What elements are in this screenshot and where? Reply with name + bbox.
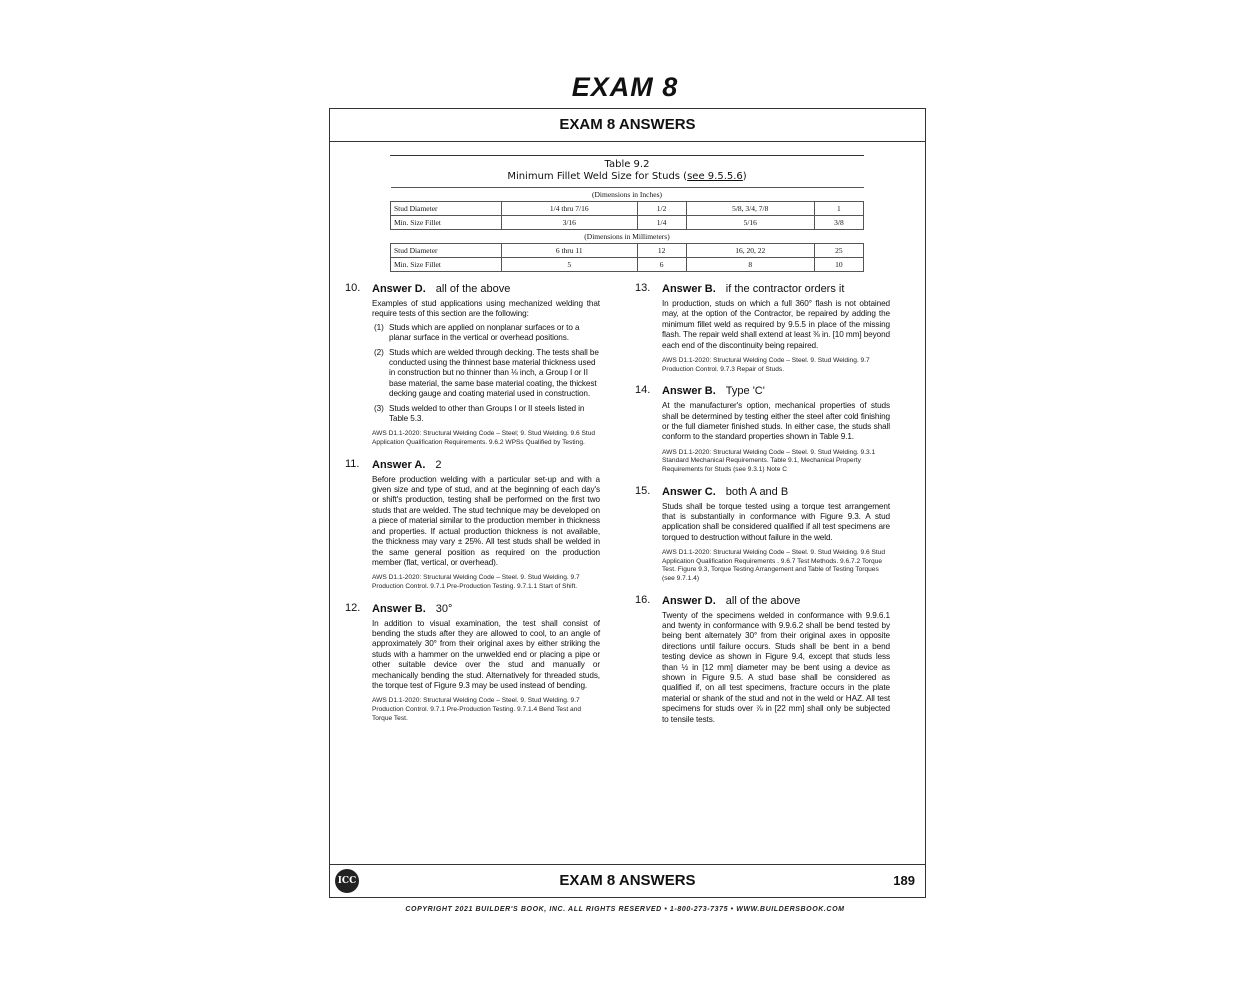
code-reference: AWS D1.1-2020: Structural Welding Code – Steel. 9. Stud Welding. 9.7 Production Control. 9.7.1 Pre-Production Testing. 9.7.1.4 Bend Test and Torque Test. bbox=[372, 697, 582, 722]
answer-list bbox=[372, 323, 600, 425]
code-reference: AWS D1.1-2020: Structural Welding Code – Steel. 9. Stud Welding. 9.7 Production Control. 9.7.1 Pre-Production Testing. 9.7.1.1 Start of Shift. bbox=[372, 574, 580, 590]
table-cell: 12 bbox=[637, 244, 686, 258]
table-subcaption-suffix: ) bbox=[742, 171, 747, 182]
table-cell: 5/8, 3/4, 7/8 bbox=[686, 202, 814, 216]
answer-explanation: Examples of stud applications using mechanized welding that require tests of this section are the following: bbox=[372, 299, 600, 319]
page-footer bbox=[330, 864, 925, 897]
copyright-line: COPYRIGHT 2021 BUILDER'S BOOK, INC. ALL RIGHTS RESERVED • 1-800-273-7375 • WWW.BUILDERSBOOK.COM bbox=[405, 906, 845, 913]
answer-letter: Answer B. bbox=[372, 602, 426, 615]
question-13 bbox=[632, 282, 890, 374]
table-cell: 1/2 bbox=[637, 202, 686, 216]
answer-page bbox=[329, 108, 926, 898]
table-cell: 3/16 bbox=[502, 216, 638, 230]
answer-letter: Answer D. bbox=[662, 594, 716, 607]
table-row bbox=[391, 258, 864, 272]
table-cell: 5/16 bbox=[686, 216, 814, 230]
page-number: 189 bbox=[893, 873, 915, 888]
list-text: Studs which are applied on nonplanar surfaces or to a planar surface in the vertical or overhead positions. bbox=[389, 322, 580, 343]
table-row bbox=[391, 202, 864, 216]
answer-choice: 30° bbox=[435, 602, 453, 615]
answer-explanation: In addition to visual examination, the test shall consist of bending the studs after they are allowed to cool, to an angle of approximately 30° from their original axes by either striking the studs with a hammer on the unwelded end or placing a pipe or other suitable device over the stud and manually or mechanically bending the stud. Alternatively for threaded studs, the torque test of Figure 9.3 may be used instead of bending. bbox=[372, 618, 600, 690]
list-item bbox=[372, 348, 600, 400]
row-label: Stud Diameter bbox=[391, 244, 502, 258]
question-number: 15. bbox=[635, 484, 651, 497]
table-cell: 3/8 bbox=[814, 216, 863, 230]
answer-choice: 2 bbox=[435, 458, 442, 471]
inches-units-label: (Dimensions in Inches) bbox=[391, 188, 864, 202]
answer-choice: all of the above bbox=[435, 283, 511, 295]
question-15 bbox=[632, 485, 890, 584]
table-cell: 10 bbox=[814, 258, 863, 272]
question-12 bbox=[342, 602, 600, 724]
list-marker: (3) bbox=[374, 403, 384, 413]
answer-letter: Answer B. bbox=[662, 283, 716, 295]
table-cell: 8 bbox=[686, 258, 814, 272]
answer-explanation: Before production welding with a particular set-up and with a given size and type of stud, and at the beginning of each day's or shift's production, testing shall be performed on the first two studs that are welded. The stud technique may be developed on a piece of material similar to the production member in thickness and properties. If actual production thickness is not available, the thickness may vary ± 25%. All test studs shall be welded in the same general position as required on the production member (flat, vertical, or overhead). bbox=[372, 474, 600, 567]
list-item bbox=[372, 323, 600, 344]
answer-choice: if the contractor orders it bbox=[725, 283, 845, 295]
list-text: Studs welded to other than Groups I or II steels listed in Table 5.3. bbox=[389, 403, 585, 424]
page-footer-title: EXAM 8 ANSWERS bbox=[559, 872, 696, 889]
table-subcaption bbox=[390, 171, 864, 183]
fillet-size-table bbox=[390, 187, 864, 272]
table-cell: 1 bbox=[814, 202, 863, 216]
answer-heading bbox=[372, 458, 600, 472]
answer-choice: Type 'C' bbox=[725, 385, 765, 398]
list-marker: (1) bbox=[374, 322, 384, 332]
question-10 bbox=[342, 282, 600, 448]
question-number: 12. bbox=[345, 601, 361, 614]
question-number: 13. bbox=[635, 282, 651, 294]
mm-units-label: (Dimensions in Millimeters) bbox=[391, 230, 864, 244]
question-number: 11. bbox=[345, 457, 360, 470]
list-item bbox=[372, 404, 600, 425]
list-text: Studs which are welded through decking. The tests shall be conducted using the thinnest base material thickness used in construction but no thinner than ⅛ inch, a Group I or II base material, the same base material coating, the thickest decking gauge and coating material used in construction. bbox=[389, 347, 599, 399]
question-number: 14. bbox=[635, 384, 651, 397]
icc-logo-icon: ICC bbox=[335, 869, 359, 893]
table-cell: 1/4 thru 7/16 bbox=[502, 202, 638, 216]
answer-explanation: Twenty of the specimens welded in conformance with 9.9.6.1 and twenty in conformance with 9.9.6.2 shall be bend tested by being bent alternately 30° from their original axes in opposite directions until failure occurs. Studs shall be bent in a bend testing device as shown in Figure 9.4, except that studs less than ½ in [12 mm] diameter may be bent using a device as shown in Figure 9.5. A stud base shall be considered as qualified if, on all test specimens, fracture occurs in the plate material or shank of the stud and not in the weld or HAZ. All test specimens for studs over ⅞ in [22 mm] shall only be subjected to tensile tests. bbox=[662, 610, 890, 724]
table-rule bbox=[390, 155, 864, 156]
table-section-link[interactable]: see 9.5.5.6 bbox=[687, 171, 743, 182]
answer-heading bbox=[372, 282, 600, 296]
code-reference: AWS D1.1-2020: Structural Welding Code – Steel. 9. Stud Welding. 9.7 Production Control. 9.7.3 Repair of Studs. bbox=[662, 357, 870, 373]
answer-explanation: In production, studs on which a full 360° flash is not obtained may, at the option of the Contractor, be repaired by adding the minimum fillet weld as required by 9.5.5 in place of the missing flash. The repair weld shall extend at least ⅜ in. [10 mm] beyond each end of the discontinuity being repaired. bbox=[662, 299, 890, 350]
answer-letter: Answer B. bbox=[662, 385, 716, 398]
answer-letter: Answer A. bbox=[372, 458, 426, 471]
table-caption: Table 9.2 bbox=[604, 159, 650, 170]
answer-choice: both A and B bbox=[725, 485, 789, 498]
answer-heading bbox=[662, 282, 890, 296]
answer-heading bbox=[372, 602, 600, 616]
row-label: Min. Size Fillet bbox=[391, 216, 502, 230]
page-header-title: EXAM 8 ANSWERS bbox=[330, 109, 925, 142]
list-marker: (2) bbox=[374, 347, 384, 357]
question-16 bbox=[632, 594, 890, 725]
question-number: 10. bbox=[345, 282, 361, 294]
answer-explanation: Studs shall be torque tested using a torque test arrangement that is substantially in conformance with Figure 9.3. A stud application shall be considered qualified if all test specimens are torqued to destruction without failure in the weld. bbox=[662, 501, 890, 542]
code-reference: AWS D1.1-2020: Structural Welding Code – Steel. 9. Stud Welding. 9.3.1 Standard Mechanical Requirements. Table 9.1, Mechanical Property Requirements for Studs (see 9.3.1) Note C bbox=[662, 448, 876, 474]
table-row bbox=[391, 216, 864, 230]
answer-heading bbox=[662, 594, 890, 608]
table-cell: 1/4 bbox=[637, 216, 686, 230]
code-reference: AWS D1.1-2020: Structural Welding Code – Steel. 9. Stud Welding. 9.6 Stud Application Qualification Requirements . 9.6.7 Test Methods. 9.6.7.2 Torque Test. Figure 9.3, Torque Testing Arrangement and Table of Testing Torques (see 9.7.1.4) bbox=[662, 549, 886, 583]
left-column bbox=[342, 282, 600, 733]
code-reference: AWS D1.1-2020: Structural Welding Code – Steel; 9. Stud Welding. 9.6 Stud Application Qualification Requirements. 9.6.2 WPSs Qualified by Testing. bbox=[372, 430, 596, 447]
question-11 bbox=[342, 458, 600, 592]
question-number: 16. bbox=[635, 593, 651, 606]
answer-choice: all of the above bbox=[725, 594, 801, 607]
table-subcaption-prefix: Minimum Fillet Weld Size for Studs ( bbox=[507, 171, 688, 182]
table-cell: 5 bbox=[502, 258, 638, 272]
row-label: Stud Diameter bbox=[391, 202, 502, 216]
answer-letter: Answer D. bbox=[372, 283, 426, 295]
table-cell: 16, 20, 22 bbox=[686, 244, 814, 258]
question-14 bbox=[632, 384, 890, 474]
row-label: Min. Size Fillet bbox=[391, 258, 502, 272]
exam-title: EXAM 8 bbox=[571, 72, 679, 102]
right-column bbox=[632, 282, 890, 735]
table-row bbox=[391, 244, 864, 258]
table-cell: 6 bbox=[637, 258, 686, 272]
answer-heading bbox=[662, 384, 890, 398]
table-cell: 6 thru 11 bbox=[502, 244, 638, 258]
table-cell: 25 bbox=[814, 244, 863, 258]
stud-fillet-table bbox=[390, 155, 864, 272]
answer-heading bbox=[662, 485, 890, 499]
answer-letter: Answer C. bbox=[662, 485, 716, 498]
answer-explanation: At the manufacturer's option, mechanical properties of studs shall be determined by testing either the steel after cold finishing or the full diameter finished studs. In either case, the studs shall conform to the standard properties shown in Table 9.1. bbox=[662, 401, 890, 442]
